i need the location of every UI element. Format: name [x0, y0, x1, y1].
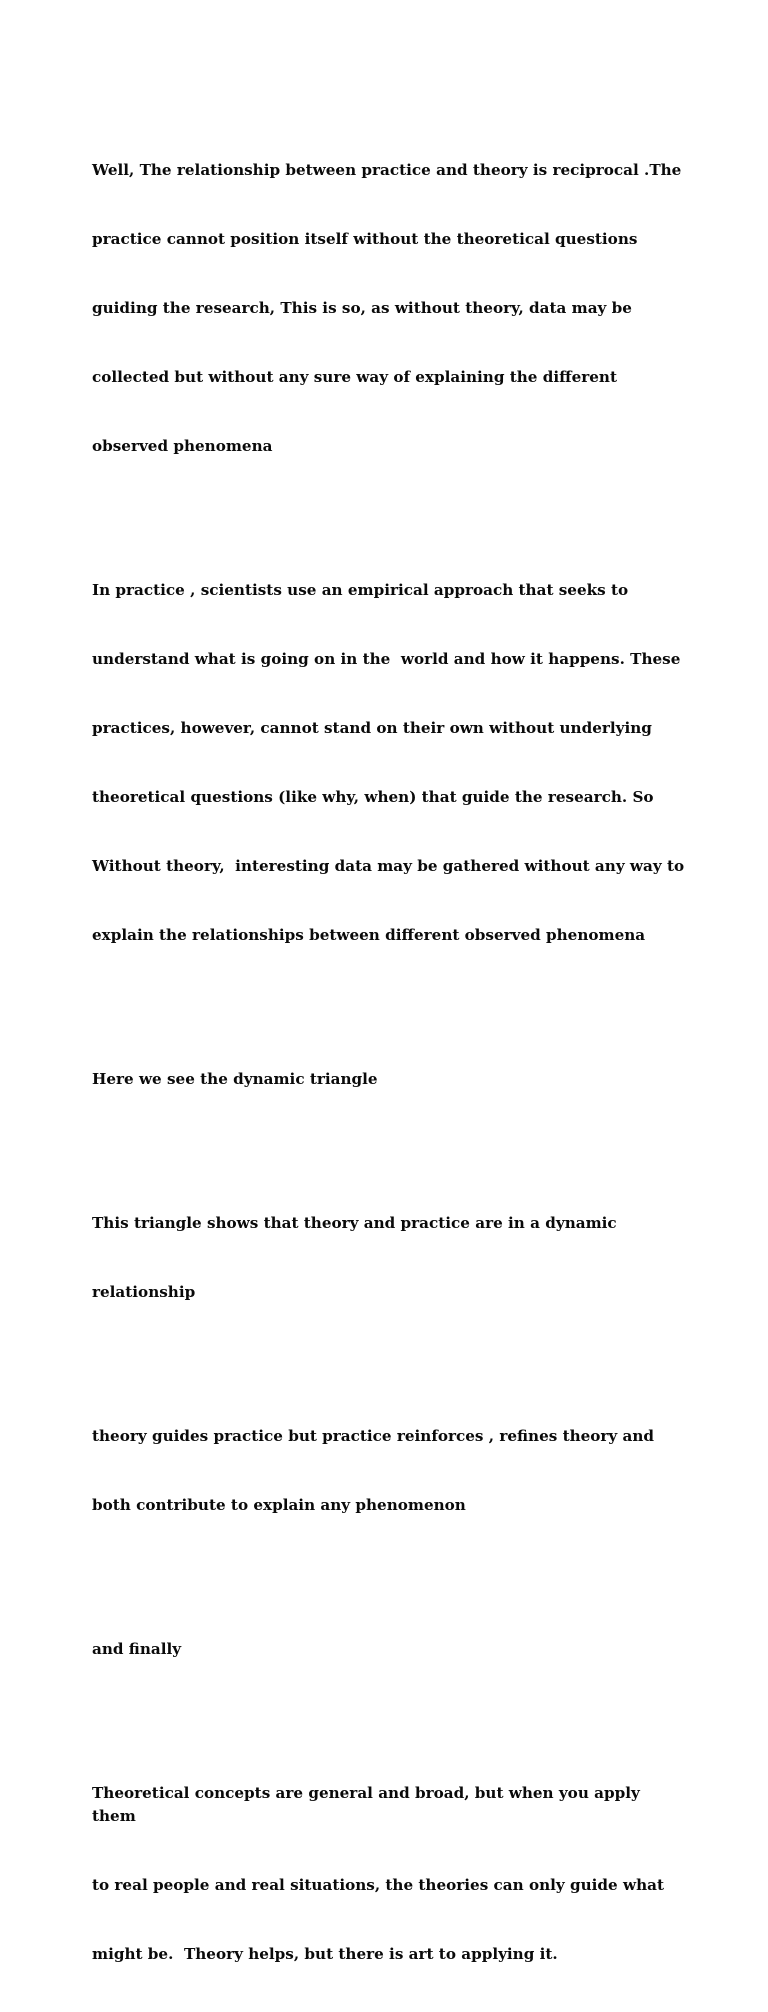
- text-line: and finally: [92, 1640, 182, 1658]
- paragraph-in-practice: [92, 533, 688, 993]
- text-line: Theoretical concepts are general and broad, but when you apply them: [92, 1784, 646, 1825]
- text-line: In practice , scientists use an empirical approach that seeks to: [92, 581, 629, 599]
- text-line: observed phenomena: [92, 437, 273, 455]
- text-line: practice cannot position itself without the theoretical questions: [92, 230, 638, 248]
- text-line: guiding the research, This is so, as without theory, data may be: [92, 299, 632, 317]
- paragraph-triangle-shows: [92, 1166, 688, 1350]
- paragraph-dynamic-triangle: [92, 1022, 688, 1137]
- text-line: collected but without any sure way of explaining the different: [92, 368, 617, 386]
- text-line: theoretical questions (like why, when) that guide the research. So: [92, 788, 654, 806]
- text-line: This triangle shows that theory and practice are in a dynamic: [92, 1214, 617, 1232]
- text-line: understand what is going on in the world and how it happens. These: [92, 650, 681, 668]
- text-line: relationship: [92, 1283, 196, 1301]
- text-line: might be. Theory helps, but there is art to applying it.: [92, 1945, 558, 1963]
- text-line: both contribute to explain any phenomenon: [92, 1496, 466, 1514]
- text-line: Well, The relationship between practice and theory is reciprocal .The: [92, 161, 682, 179]
- paragraph-theory-guides: [92, 1379, 688, 1563]
- text-line: Here we see the dynamic triangle: [92, 1070, 378, 1088]
- text-line: theory guides practice but practice reinforces , refines theory and: [92, 1427, 655, 1445]
- paragraph-relationship: [92, 113, 688, 504]
- text-line: explain the relationships between different observed phenomena: [92, 926, 646, 944]
- text-line: Without theory, interesting data may be gathered without any way to: [92, 857, 685, 875]
- text-line: to real people and real situations, the theories can only guide what: [92, 1876, 664, 1894]
- text-line: practices, however, cannot stand on their own without underlying: [92, 719, 652, 737]
- paragraph-and-finally: [92, 1592, 688, 1707]
- paragraph-theoretical-concepts: [92, 1736, 688, 2012]
